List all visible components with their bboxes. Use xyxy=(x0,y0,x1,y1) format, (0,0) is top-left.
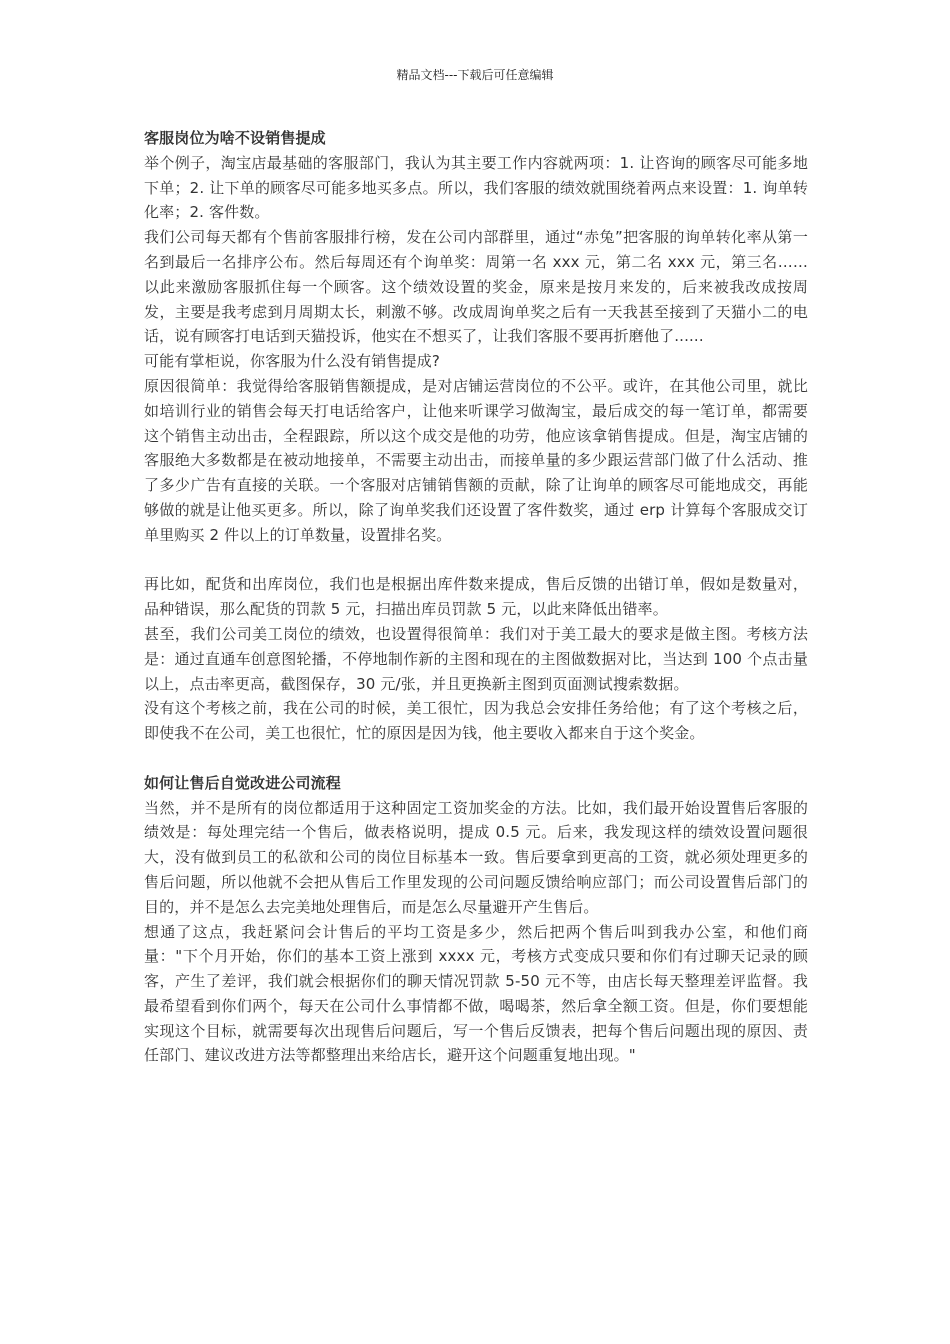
paragraph: 举个例子，淘宝店最基础的客服部门，我认为其主要工作内容就两项：1. 让咨询的顾客尽可能多地下单；2. 让下单的顾客尽可能多地买多点。所以，我们客服的绩效就围绕着两点来设置：1. 询单转化率；2. 客件数。 xyxy=(144,153,808,222)
paragraph: 想通了这点，我赶紧问会计售后的平均工资是多少，然后把两个售后叫到我办公室，和他们商量："下个月开始，你们的基本工资上涨到 xxxx 元，考核方式变成只要和你们有过聊天记录的顾客，产生了差评，我们就会根据你们的聊天情况罚款 5-50 元不等，由店长每天整理差评监督。我最希望看到你们两个，每天在公司什么事情都不做，喝喝茶，然后拿全额工资。但是，你们要想能实现这个目标，就需要每次出现售后问题后，写一个售后反馈表，把每个售后问题出现的原因、责任部门、建议改进方法等都整理出来给店长，避开这个问题重复地出现。" xyxy=(144,922,808,1065)
paragraph: 甚至，我们公司美工岗位的绩效，也设置得很简单：我们对于美工最大的要求是做主图。考核方法是：通过直通车创意图轮播，不停地制作新的主图和现在的主图做数据对比，当达到 100 个点击量以上，点击率更高，截图保存，30 元/张，并且更换新主图到页面测试搜索数据。 xyxy=(144,624,808,693)
section-heading-customer-service: 客服岗位为啥不设销售提成 xyxy=(144,129,326,147)
paragraph: 当然，并不是所有的岗位都适用于这种固定工资加奖金的方法。比如，我们最开始设置售后客服的绩效是：每处理完结一个售后，做表格说明，提成 0.5 元。后来，我发现这样的绩效设置问题很大，没有做到员工的私欲和公司的岗位目标基本一致。售后要拿到更高的工资，就必须处理更多的售后问题，所以他就不会把从售后工作里发现的公司问题反馈给响应部门；而公司设置售后部门的目的，并不是怎么去完美地处理售后，而是怎么尽量避开产生售后。 xyxy=(144,798,808,916)
document-body xyxy=(144,126,808,1068)
section-heading-after-sales: 如何让售后自觉改进公司流程 xyxy=(144,773,341,792)
paragraph: 可能有掌柜说，你客服为什么没有销售提成? xyxy=(144,352,440,371)
paragraph: 再比如，配货和出库岗位，我们也是根据出库件数来提成，售后反馈的出错订单，假如是数量对，品种错误，那么配货的罚款 5 元，扫描出库员罚款 5 元，以此来降低出错率。 xyxy=(144,575,808,619)
page-header: 精品文档---下载后可任意编辑 xyxy=(396,68,554,82)
blank-line xyxy=(144,746,808,771)
paragraph: 原因很简单：我觉得给客服销售额提成，是对店铺运营岗位的不公平。或许，在其他公司里，就比如培训行业的销售会每天打电话给客户，让他来听课学习做淘宝，最后成交的每一笔订单，都需要这个销售主动出击，全程跟踪，所以这个成交是他的功劳，他应该拿销售提成。但是，淘宝店铺的客服绝大多数都是在被动地接单，不需要主动出击，而接单量的多少跟运营部门做了什么活动、推了多少广告有直接的关联。一个客服对店铺销售额的贡献，除了让询单的顾客尽可能地成交，再能够做的就是让他买更多。所以，除了询单奖我们还设置了客件数奖，通过 erp 计算每个客服成交订单里购买 2 件以上的订单数量，设置排名奖。 xyxy=(144,376,808,544)
paragraph: 我们公司每天都有个售前客服排行榜，发在公司内部群里，通过“赤兔”把客服的询单转化率从第一名到最后一名排序公布。然后每周还有个询单奖：周第一名 xxx 元，第二名 xxx 元，第三名……以此来激励客服抓住每一个顾客。这个绩效设置的奖金，原来是按月来发的，后来被我改成按周发，主要是我考虑到月周期太长，刺激不够。改成周询单奖之后有一天我甚至接到了天猫小二的电话，说有顾客打电话到天猫投诉，他实在不想买了，让我们客服不要再折磨他了...... xyxy=(144,228,808,346)
paragraph: 没有这个考核之前，我在公司的时候，美工很忙，因为我总会安排任务给他；有了这个考核之后，即使我不在公司，美工也很忙，忙的原因是因为钱，他主要收入都来自于这个奖金。 xyxy=(144,699,808,743)
blank-line xyxy=(144,548,808,573)
